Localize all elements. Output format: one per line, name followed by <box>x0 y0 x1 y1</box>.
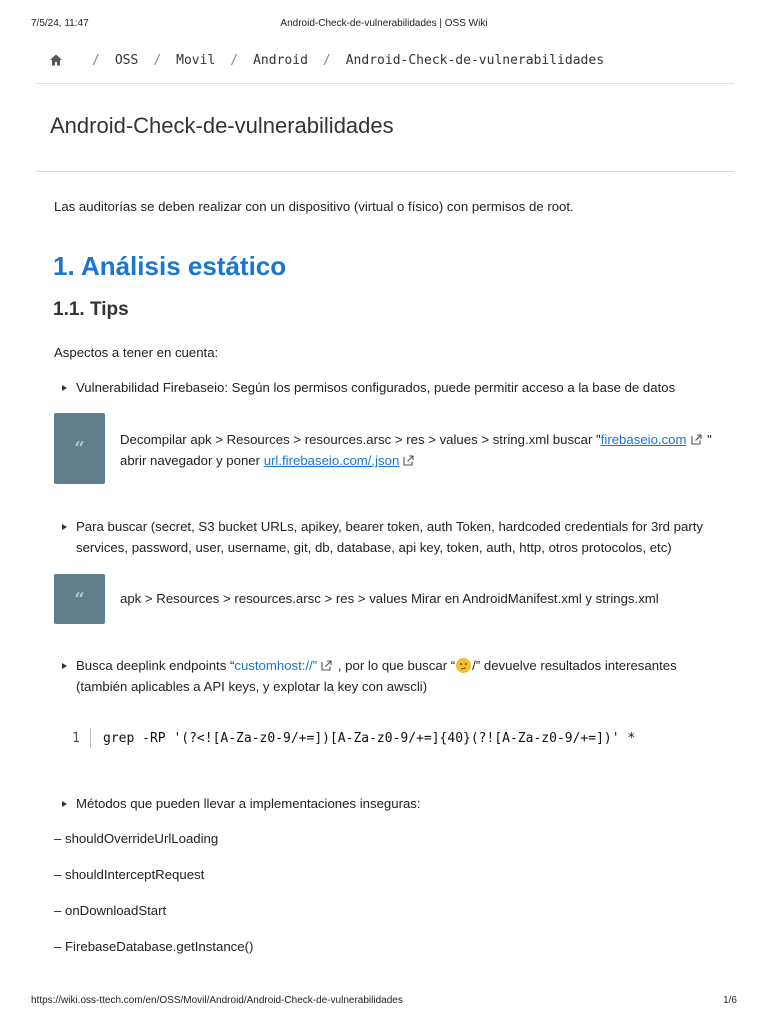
method-item: – shouldInterceptRequest <box>54 867 205 882</box>
blockquote-firebaseio <box>120 429 720 471</box>
section-heading-tips: 1.1. Tips <box>53 299 129 320</box>
list-item-text: , por lo que buscar “ <box>334 658 456 673</box>
firebaseio-link[interactable]: firebaseio.com <box>600 432 687 447</box>
list-item-text: Busca deeplink endpoints “ <box>76 658 235 673</box>
quote-icon: “ <box>74 588 85 610</box>
external-link-icon <box>321 660 332 671</box>
breadcrumb-item-oss[interactable]: OSS <box>114 52 139 68</box>
firebaseio-json-link[interactable]: url.firebaseio.com/.json <box>263 453 400 468</box>
method-item: – onDownloadStart <box>54 903 167 918</box>
section-heading-analisis-estatico: 1. Análisis estático <box>53 251 287 281</box>
code-line-number: 1 <box>72 730 80 746</box>
blockquote-marker <box>54 574 105 624</box>
list-item-text: /” devuelve resultados interesantes <box>472 658 677 673</box>
list-item-text: Métodos que pueden llevar a implementaciones inseguras: <box>76 796 421 811</box>
page-title: Android-Check-de-vulnerabilidades <box>50 113 394 138</box>
aspects-label: Aspectos a tener en cuenta: <box>54 345 219 360</box>
quote-text: " <box>703 432 712 447</box>
breadcrumb-item-movil[interactable]: Movil <box>176 52 216 68</box>
list-item-firebaseio <box>62 377 726 398</box>
print-url: https://wiki.oss-ttech.com/en/OSS/Movil/Android/Android-Check-de-vulnerabilidades <box>31 995 403 1006</box>
method-item: – shouldOverrideUrlLoading <box>54 831 219 846</box>
blockquote-manifest <box>120 588 720 609</box>
customhost-link[interactable]: customhost://” <box>234 658 318 673</box>
print-datetime: 7/5/24, 11:47 <box>31 18 89 29</box>
bullet-marker <box>62 524 67 530</box>
bullet-marker <box>62 801 67 807</box>
print-doc-title: Android-Check-de-vulnerabilidades | OSS Wiki <box>280 18 488 29</box>
print-footer <box>0 995 768 1009</box>
bullet-marker <box>62 663 67 669</box>
quote-text: abrir navegador y poner <box>120 453 264 468</box>
breadcrumb <box>49 51 604 69</box>
external-link-icon <box>691 434 702 445</box>
print-page-number: 1/6 <box>723 995 737 1006</box>
list-item-insecure-methods <box>62 793 726 814</box>
code-line: grep -RP '(?<![A-Za-z0-9/+=])[A-Za-z0-9/+=]{40}(?![A-Za-z0-9/+=])' * <box>103 730 636 746</box>
breadcrumb-separator: / <box>92 52 100 68</box>
home-icon[interactable] <box>49 53 63 67</box>
breadcrumb-separator: / <box>322 52 331 68</box>
intro-paragraph: Las auditorías se deben realizar con un dispositivo (virtual o físico) con permisos de root. <box>54 199 574 214</box>
quote-text: apk > Resources > resources.arsc > res > values Mirar en AndroidManifest.xml y strings.xml <box>120 591 659 606</box>
external-link-icon <box>403 455 414 466</box>
code-block <box>68 727 635 749</box>
quote-text: Decompilar apk > Resources > resources.arsc > res > values > string.xml buscar " <box>120 432 601 447</box>
list-item-text: Vulnerabilidad Firebaseio: Según los permisos configurados, puede permitir acceso a la base de datos <box>76 380 676 395</box>
breadcrumb-item-current: Android-Check-de-vulnerabilidades <box>345 52 605 68</box>
list-item-text: (también aplicables a API keys, y explotar la key con awscli) <box>76 679 428 694</box>
confused-face-icon <box>456 658 471 673</box>
code-gutter-divider <box>90 728 91 748</box>
list-item-deeplink <box>62 655 726 697</box>
list-item-text: Para buscar (secret, S3 bucket URLs, apikey, bearer token, auth Token, hardcoded credentials for 3rd party services, password, user, username, git, db, database, api key, token, auth, http, otros protocolos, etc) <box>76 519 703 555</box>
title-divider <box>36 171 734 172</box>
bullet-marker <box>62 385 67 391</box>
method-item: – FirebaseDatabase.getInstance() <box>54 939 254 954</box>
breadcrumb-divider <box>36 83 734 84</box>
list-item-search-secrets <box>62 516 726 558</box>
print-header <box>0 18 768 32</box>
breadcrumb-item-android[interactable]: Android <box>253 52 308 68</box>
blockquote-marker <box>54 413 105 484</box>
breadcrumb-separator: / <box>230 52 239 68</box>
breadcrumb-separator: / <box>153 52 162 68</box>
quote-icon: “ <box>74 438 85 459</box>
